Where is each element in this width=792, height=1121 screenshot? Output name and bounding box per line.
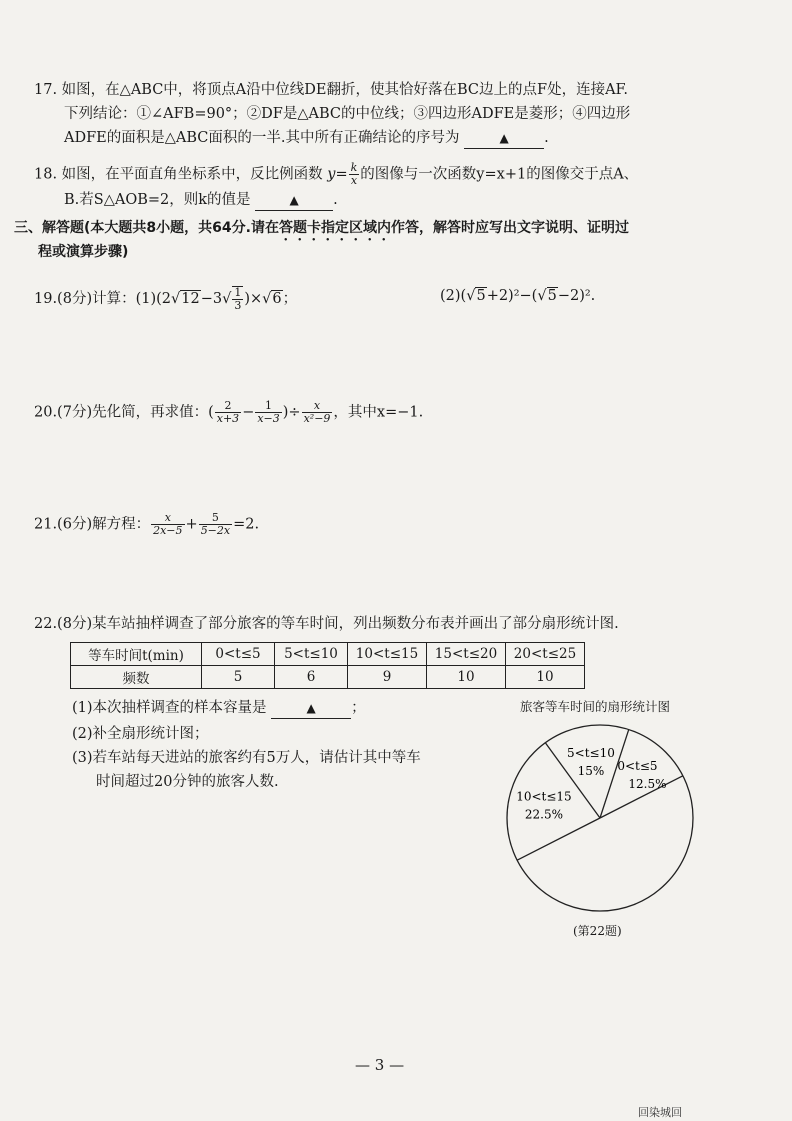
q19-radicand-4: 5 <box>547 288 557 304</box>
q22-sub3-line1: (3)若车站每天进站的旅客约有5万人，请估计其中等车 <box>72 750 421 766</box>
pie-slice-label: 5<t≤10 <box>567 746 615 761</box>
q19-part1: 19.(8分)计算：(1)(2√12−3√ $\frac{1}{3}$ )×√6； <box>34 286 298 312</box>
triangle-mark: ▲ <box>289 193 299 207</box>
table-header-row <box>71 643 585 666</box>
q22-answer-blank <box>271 698 351 719</box>
q18-answer-blank <box>255 190 333 211</box>
pie-slice-boundary <box>517 818 600 860</box>
pie-chart-title: 旅客等车时间的扇形统计图 <box>520 699 671 714</box>
q20-f1-num: 2 <box>215 400 241 413</box>
q18-line2 <box>64 190 338 211</box>
section3-heading-line2: 程或演算步骤) <box>38 244 129 260</box>
table-cell: 10 <box>506 666 585 689</box>
q17-end: . <box>544 130 549 146</box>
pie-slice-percent: 12.5% <box>628 777 667 792</box>
q20-f3-num: x <box>302 400 333 413</box>
pie-slice-label: 0<t≤5 <box>617 759 658 774</box>
q21-f1-num: x <box>151 512 184 525</box>
q20-fraction-2 <box>255 400 281 425</box>
table-header-cell: 等车时间t(min) <box>71 643 202 666</box>
table-row <box>71 666 585 689</box>
pie-slice-percent: 22.5% <box>524 807 563 822</box>
q21-tail: =2. <box>233 516 260 533</box>
q17-answer-blank <box>464 128 544 149</box>
q18-y-eq: y= <box>327 166 348 183</box>
q19-radicand-3: 5 <box>476 288 486 304</box>
q19-radicand-1: 12 <box>181 291 200 307</box>
section3-emphasis: 答题卡指定区域内 <box>278 220 391 236</box>
q22-stem: 22.(8分)某车站抽样调查了部分旅客的等车时间，列出频数分布表并画出了部分扇形统计图. <box>34 616 619 632</box>
q22-sub3-line2: 时间超过20分钟的旅客人数. <box>96 774 279 790</box>
section3-heading-line1 <box>14 218 629 244</box>
q20-f2-den: x−3 <box>257 412 280 425</box>
table-header-cell: 5<t≤10 <box>275 643 348 666</box>
q21-f1-den: 2x−5 <box>153 524 183 537</box>
q19-frac-num: 1 <box>234 286 242 299</box>
q20-f2-num: 1 <box>255 400 281 413</box>
q20-fraction-1 <box>215 400 241 425</box>
q18-end: . <box>333 192 338 208</box>
figure-caption: (第22题) <box>573 924 622 938</box>
section3-line1b: 作答，解答时应写出文字说明、证明过 <box>390 220 629 236</box>
q17-line1: 17. 如图，在△ABC中，将顶点A沿中位线DE翻折，使其恰好落在BC边上的点F处，连接AF. <box>34 82 628 98</box>
table-header-cell: 15<t≤20 <box>427 643 506 666</box>
q22-sub1-end: ； <box>351 700 366 716</box>
q20-f3-den: x²−9 <box>303 412 331 425</box>
table-header-cell: 20<t≤25 <box>506 643 585 666</box>
q19-part2a: (2)( <box>440 288 467 304</box>
q18-frac-num: k <box>350 161 358 174</box>
q20-fraction-3 <box>302 400 333 425</box>
q21-f2-num: 5 <box>199 512 232 525</box>
q17-line2: 下列结论：①∠AFB=90°；②DF是△ABC的中位线；③四边形ADFE是菱形；④四边形 <box>64 106 631 122</box>
q18-line2-text: B.若S△AOB=2，则k的值是 <box>64 192 251 208</box>
q20-f1-den: x+3 <box>216 412 240 425</box>
q19-part2b: +2)²−( <box>486 288 538 304</box>
q19-fraction <box>232 286 243 312</box>
table-header-cell: 0<t≤5 <box>202 643 275 666</box>
q21-fraction-1 <box>151 512 184 537</box>
q21-f2-den: 5−2x <box>200 524 231 537</box>
q19-label: 19.(8分)计算：(1)(2 <box>34 291 172 307</box>
table-row-label: 频数 <box>71 666 202 689</box>
q19-part2: (2)(√5+2)²−(√5−2)². <box>440 288 596 304</box>
q18-fraction <box>349 162 360 187</box>
triangle-mark: ▲ <box>306 701 316 715</box>
section3-line1a: 三、解答题(本大题共8小题，共64分.请在 <box>14 220 279 236</box>
pie-slice-label: 10<t≤15 <box>516 789 572 804</box>
q22-sub1-text: (1)本次抽样调查的样本容量是 <box>72 700 267 716</box>
table-header-cell: 10<t≤15 <box>348 643 427 666</box>
table-cell: 6 <box>275 666 348 689</box>
q22-sub2: (2)补全扇形统计图； <box>72 726 209 742</box>
q17-line3 <box>64 128 549 149</box>
table-cell: 5 <box>202 666 275 689</box>
q18-line1 <box>34 162 638 187</box>
q17-line3-text: ADFE的面积是△ABC面积的一半.其中所有正确结论的序号为 <box>64 130 460 146</box>
q18-frac-den: x <box>350 174 358 187</box>
q20-div: )÷ <box>282 404 301 421</box>
corner-watermark: 回染城回 <box>638 1106 682 1119</box>
q21-fraction-2 <box>199 512 232 537</box>
q21-line <box>34 512 259 537</box>
q22-sub1 <box>72 698 366 719</box>
q19-frac-den: 3 <box>234 299 242 312</box>
q18-line1b: 的图像与一次函数y=x+1的图像交于点A、 <box>360 166 639 183</box>
q20-tail: ，其中x=−1. <box>333 404 424 421</box>
pie-chart <box>500 718 710 918</box>
q19-part2c: −2)². <box>557 288 596 304</box>
q19-radicand-2: 6 <box>272 291 282 307</box>
frequency-table <box>70 642 585 689</box>
q20-line <box>34 400 423 425</box>
pie-slice-percent: 15% <box>577 764 605 779</box>
triangle-mark: ▲ <box>499 131 509 145</box>
q21-label: 21.(6分)解方程： <box>34 516 151 533</box>
q19-times: )× <box>244 291 263 307</box>
page-number: — 3 — <box>355 1056 405 1074</box>
q21-plus: + <box>185 516 198 533</box>
table-cell: 9 <box>348 666 427 689</box>
q18-line1a: 18. 如图，在平面直角坐标系中，反比例函数 <box>34 166 323 183</box>
q20-minus: − <box>242 404 255 421</box>
q20-label: 20.(7分)先化简，再求值：( <box>34 404 214 421</box>
table-cell: 10 <box>427 666 506 689</box>
q19-minus: −3 <box>200 291 223 307</box>
q19-semicolon: ； <box>282 291 298 307</box>
